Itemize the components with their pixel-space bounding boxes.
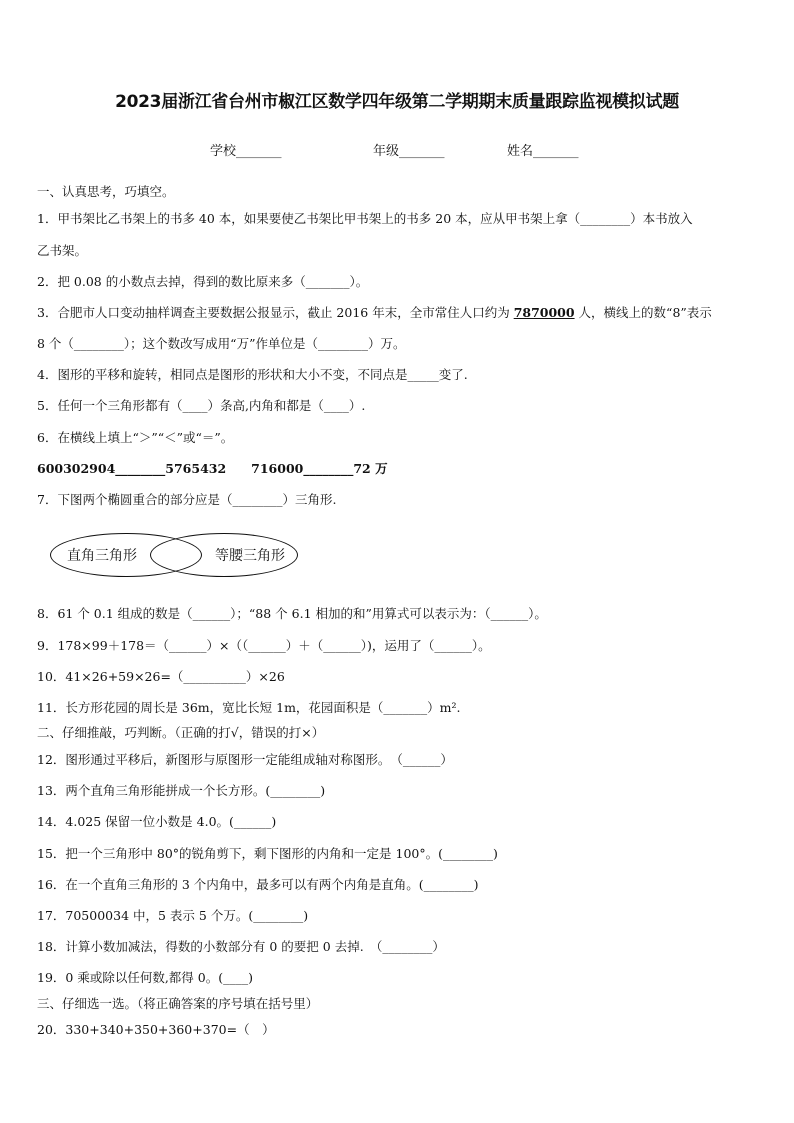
page-title: 2023届浙江省台州市椒江区数学四年级第二学期期末质量跟踪监视模拟试题 [115, 92, 679, 112]
question-1-line-1: 1．甲书架比乙书架上的书多 40 本，如果要使乙书架比甲书架上的书多 20 本，应从甲书架上拿（________）本书放入 [37, 211, 693, 226]
question-9: 9．178×99＋178＝（______）×（（______）＋（______）)，运用了（______）。 [37, 638, 491, 653]
question-12: 12．图形通过平移后，新图形与原图形一定能组成轴对称图形。 （______） [37, 752, 453, 767]
question-7: 7．下图两个椭圆重合的部分应是（________）三角形. [37, 492, 337, 507]
question-10: 10．41×26+59×26=（__________）×26 [37, 669, 285, 684]
ellipse-right [150, 533, 298, 577]
grade-field: 年级_______ [373, 144, 445, 159]
question-3-text-b: 人，横线上的数“8”表示 [574, 305, 712, 320]
question-5: 5．任何一个三角形都有（____）条高,内角和都是（____）. [37, 398, 366, 413]
question-3-line-2: 8 个（________）；这个数改写成用“万”作单位是（________）万。 [37, 336, 406, 351]
question-18: 18．计算小数加减法，得数的小数部分有 0 的要把 0 去掉. （________） [37, 939, 445, 954]
ellipse-right-label: 等腰三角形 [215, 548, 285, 564]
question-3-text-a: 3．合肥市人口变动抽样调查主要数据公报显示，截止 2016 年末，全市常住人口约为 [37, 305, 514, 320]
question-8: 8．61 个 0.1 组成的数是（______）；“88 个 6.1 相加的和”用算式可以表示为：（______）。 [37, 606, 547, 621]
section-heading-3: 三、仔细选一选。（将正确答案的序号填在括号里） [37, 996, 319, 1011]
name-field: 姓名_______ [507, 144, 579, 159]
question-17: 17．70500034 中，5 表示 5 个万。(________) [37, 908, 309, 923]
question-3-underlined-number: 7870000 [513, 305, 575, 320]
question-6-line-1: 6．在横线上填上“＞”“＜”或“＝”。 [37, 430, 234, 445]
question-4: 4．图形的平移和旋转，相同点是图形的形状和大小不变，不同点是_____变了. [37, 367, 468, 382]
overlapping-ellipses-diagram [50, 533, 300, 579]
question-6-line-2: 600302904________5765432 716000________72 万 [37, 461, 388, 476]
question-1-line-2: 乙书架。 [37, 243, 88, 258]
section-heading-2: 二、仔细推敲，巧判断。（正确的打√，错误的打×） [37, 725, 325, 740]
school-field: 学校_______ [210, 144, 282, 159]
question-3-line-1 [37, 303, 712, 321]
question-15: 15．把一个三角形中 80°的锐角剪下，剩下图形的内角和一定是 100°。(________) [37, 846, 498, 861]
question-2: 2．把 0.08 的小数点去掉，得到的数比原来多（_______）。 [37, 274, 369, 289]
question-19: 19．0 乘或除以任何数,都得 0。(____) [37, 970, 253, 985]
question-16: 16．在一个直角三角形的 3 个内角中，最多可以有两个内角是直角。(________) [37, 877, 479, 892]
question-11: 11．长方形花园的周长是 36m，宽比长短 1m，花园面积是（_______）m². [37, 700, 461, 715]
question-20: 20．330+340+350+360+370=（ ） [37, 1022, 275, 1037]
ellipse-left-label: 直角三角形 [67, 548, 137, 564]
section-heading-1: 一、认真思考，巧填空。 [37, 184, 175, 199]
question-14: 14．4.025 保留一位小数是 4.0。(______) [37, 814, 277, 829]
question-13: 13．两个直角三角形能拼成一个长方形。(________) [37, 783, 326, 798]
